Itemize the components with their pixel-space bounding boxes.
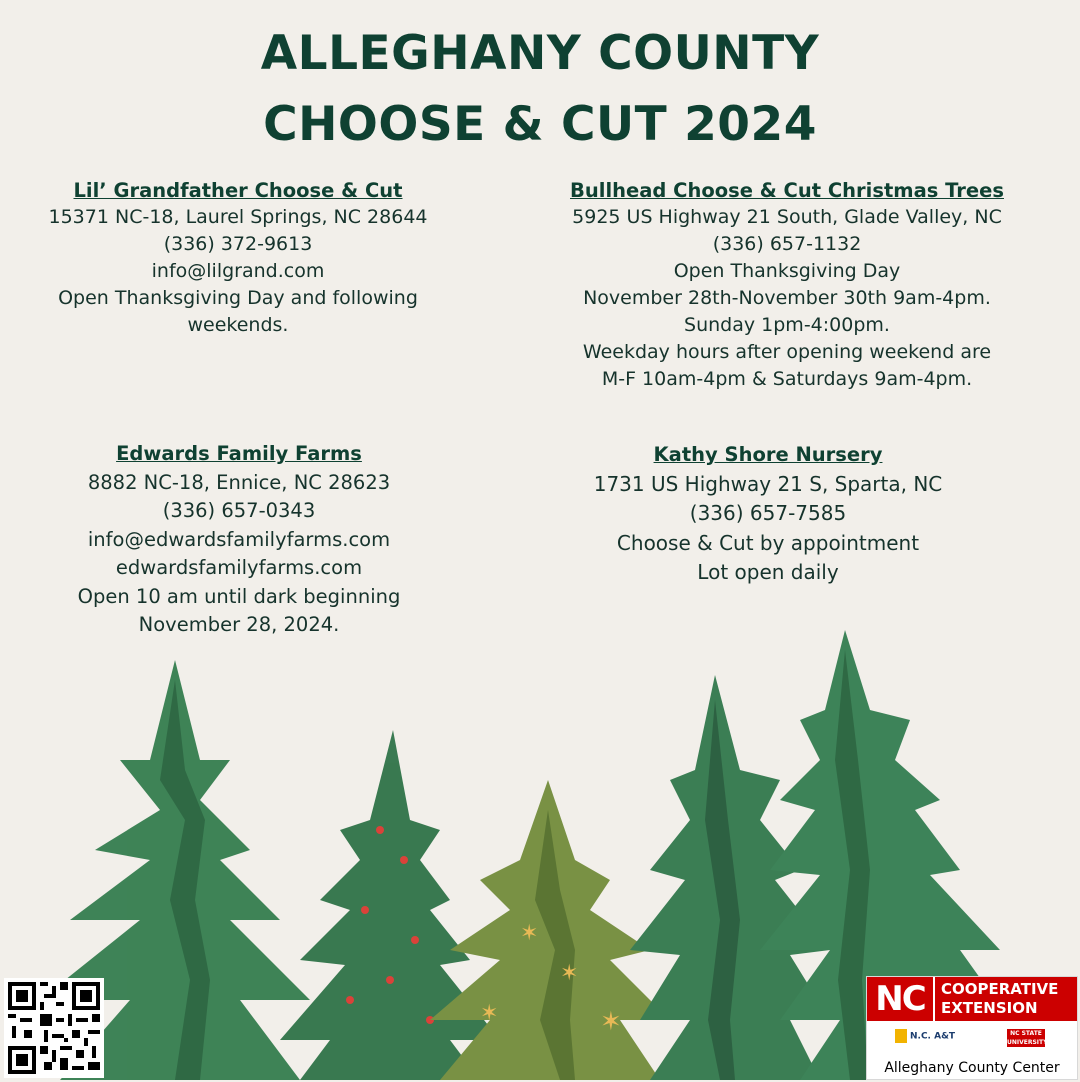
farm-address: 1731 US Highway 21 S, Sparta, NC bbox=[593, 471, 943, 496]
svg-text:✶: ✶ bbox=[560, 961, 579, 986]
farm-hours: Weekday hours after opening weekend are bbox=[582, 341, 992, 363]
farm-hours: M-F 10am-4pm & Saturdays 9am-4pm. bbox=[601, 368, 973, 390]
farm-edwards bbox=[44, 440, 434, 640]
title-line-1: ALLEGHANY COUNTY bbox=[260, 26, 820, 81]
farm-phone: (336) 657-1132 bbox=[712, 233, 862, 255]
farm-bullhead bbox=[556, 177, 1018, 393]
farm-phone: (336) 657-7585 bbox=[689, 501, 847, 525]
farm-lil-grandfather bbox=[28, 177, 448, 339]
farm-address: 15371 NC-18, Laurel Springs, NC 28644 bbox=[48, 206, 428, 228]
logo-line-1: COOPERATIVE bbox=[941, 980, 1059, 998]
nc-at-logo bbox=[895, 1029, 955, 1043]
nc-logo-mark: NC bbox=[867, 977, 933, 1021]
aggie-icon bbox=[895, 1029, 907, 1043]
farm-hours: Open 10 am until dark beginning bbox=[77, 584, 401, 608]
farm-hours: Sunday 1pm-4:00pm. bbox=[684, 314, 890, 336]
farm-hours: Lot open daily bbox=[697, 560, 839, 584]
farm-phone: (336) 657-0343 bbox=[162, 499, 316, 522]
farm-hours: Open Thanksgiving Day and following weekends. bbox=[58, 287, 418, 336]
farm-address: 5925 US Highway 21 South, Glade Valley, NC bbox=[572, 206, 1002, 228]
farm-name: Kathy Shore Nursery bbox=[653, 443, 883, 466]
tree-icon bbox=[280, 730, 500, 1080]
title-line-2: CHOOSE & CUT 2024 bbox=[263, 97, 817, 152]
svg-text:✶: ✶ bbox=[480, 1001, 499, 1026]
farm-address: 8882 NC-18, Ennice, NC 28623 bbox=[87, 470, 391, 494]
qr-code-icon[interactable] bbox=[4, 978, 104, 1078]
logo-caption: Alleghany County Center bbox=[884, 1060, 1060, 1076]
nc-cooperative-extension-logo bbox=[866, 976, 1078, 1080]
logo-line-2: EXTENSION bbox=[941, 999, 1038, 1017]
nc-at-label: N.C. A&T bbox=[910, 1031, 956, 1042]
svg-text:✶: ✶ bbox=[520, 921, 539, 946]
farm-phone: (336) 372-9613 bbox=[163, 233, 313, 255]
farm-hours: Open Thanksgiving Day bbox=[673, 260, 901, 282]
farm-kathy-shore bbox=[570, 440, 966, 588]
farm-email: info@lilgrand.com bbox=[151, 260, 325, 282]
nc-state-logo: NC STATE UNIVERSITY bbox=[1007, 1030, 1048, 1046]
page-title bbox=[0, 18, 1080, 160]
farm-name: Bullhead Choose & Cut Christmas Trees bbox=[570, 179, 1004, 202]
qr-code-graphic bbox=[4, 978, 104, 1078]
svg-text:✶: ✶ bbox=[600, 1007, 622, 1037]
farm-hours: November 28, 2024. bbox=[138, 613, 340, 636]
farm-hours: November 28th-November 30th 9am-4pm. bbox=[583, 287, 991, 309]
farm-website: edwardsfamilyfarms.com bbox=[115, 556, 363, 579]
farm-email: info@edwardsfamilyfarms.com bbox=[87, 527, 391, 551]
farm-name: Lil’ Grandfather Choose & Cut bbox=[73, 179, 403, 202]
logo-wordmark bbox=[933, 977, 1077, 1021]
farm-hours: Choose & Cut by appointment bbox=[616, 530, 920, 555]
farm-name: Edwards Family Farms bbox=[116, 442, 362, 465]
